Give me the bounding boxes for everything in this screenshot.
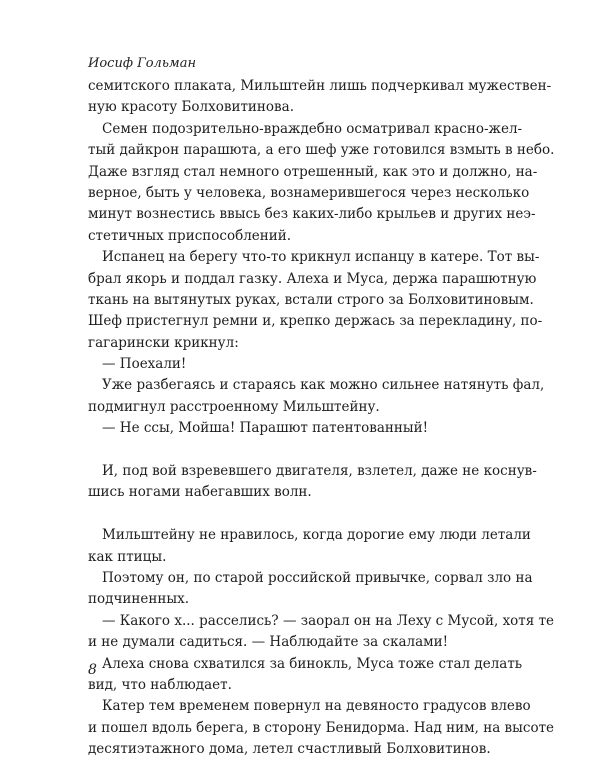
text-line: Шеф пристегнул ремни и, крепко держась за перекладину, по- xyxy=(88,313,543,330)
page-number: 8 xyxy=(88,662,97,678)
text-line: Испанец на берегу что-то крикнул испанцу в катере. Тот вы- xyxy=(102,249,540,266)
text-line: ную красоту Болховитинова. xyxy=(88,99,295,116)
text-line: Уже разбегаясь и стараясь как можно сильнее натянуть фал, xyxy=(102,377,545,394)
text-line: гагарински крикнул: xyxy=(88,334,239,351)
text-line: Поэтому он, по старой российской привычке, сорвал зло на xyxy=(102,569,533,586)
running-header-author: Иосиф Гольман xyxy=(88,56,197,71)
text-line: ткань на вытянутых руках, встали строго за Болховитиновым. xyxy=(88,291,534,308)
text-line: Катер тем временем повернул на девяносто градусов влево xyxy=(102,698,531,715)
text-line: шись ногами набегавших волн. xyxy=(88,484,312,501)
text-line: минут вознестись ввысь без каких-либо крыльев и других неэ- xyxy=(88,206,536,223)
text-line: И, под вой взревевшего двигателя, взлетел, даже не коснув- xyxy=(102,463,537,480)
blank-line xyxy=(88,440,518,461)
text-line: верное, быть у человека, вознамерившегося через несколько xyxy=(88,184,530,201)
text-line: и пошел вдоль берега, в сторону Бенидорма. Над ним, на высоте xyxy=(88,719,555,736)
text-line: — Поехали! xyxy=(102,356,187,373)
text-line: Даже взгляд стал немного отрешенный, как это и должно, на- xyxy=(88,163,538,180)
blank-line xyxy=(88,504,518,525)
text-line: подмигнул расстроенному Мильштейну. xyxy=(88,398,380,415)
text-line: подчиненных. xyxy=(88,591,189,608)
text-line: Мильштейну не нравилось, когда дорогие ему люди летали xyxy=(102,527,531,544)
text-line: вид, что наблюдает. xyxy=(88,676,232,693)
text-line: Семен подозрительно-враждебно осматривал красно-жел- xyxy=(102,120,523,137)
text-line: стетичных приспособлений. xyxy=(88,227,292,244)
text-line: десятиэтажного дома, летел счастливый Болховитинов. xyxy=(88,741,491,758)
text-line: тый дайкрон парашюта, а его шеф уже готовился взмыть в небо. xyxy=(88,142,555,159)
text-line: семитского плаката, Мильштейн лишь подчеркивал мужествен- xyxy=(88,78,552,94)
text-line: как птицы. xyxy=(88,548,167,565)
text-line: брал якорь и поддал газку. Алеха и Муса, держа парашютную xyxy=(88,270,537,287)
text-line: и не думали садиться. — Наблюдайте за скалами! xyxy=(88,634,449,651)
text-line: Алеха снова схватился за бинокль, Муса тоже стал делать xyxy=(102,655,523,672)
body-text xyxy=(88,76,555,761)
text-line: — Не ссы, Мойша! Парашют патентованный! xyxy=(102,420,429,437)
text-line: — Какого х... расселись? — заорал он на Леху с Мусой, хотя те xyxy=(102,612,555,629)
